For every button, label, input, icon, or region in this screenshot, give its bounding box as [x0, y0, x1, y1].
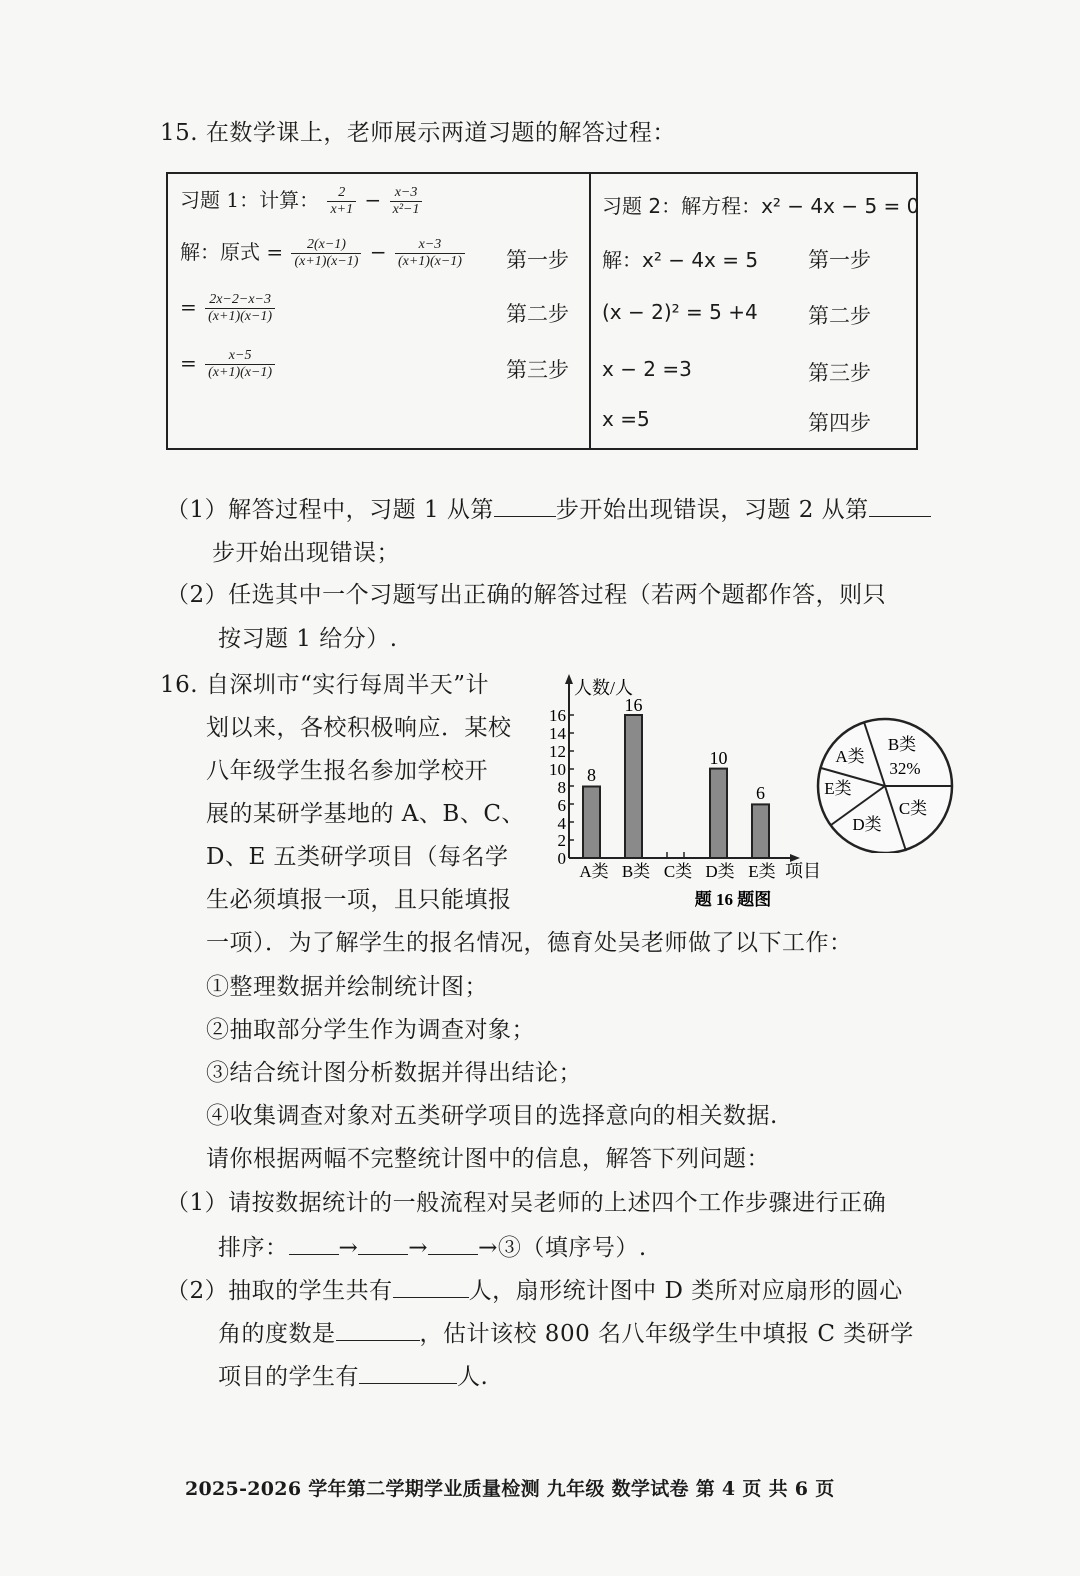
answer-blank[interactable]	[869, 494, 931, 517]
exercise2-title: 习题 2：解方程：x² − 4x − 5 = 0	[602, 194, 920, 218]
svg-text:B类: B类	[887, 735, 917, 754]
fraction: $\frac{x-3}{(x+1)(x-1)}$	[395, 237, 465, 270]
q15-sub2: （2）任选其中一个习题写出正确的解答过程（若两个题都作答，则只	[166, 582, 887, 608]
q15-solutions-box	[166, 172, 918, 450]
svg-text:C类: C类	[898, 799, 928, 818]
exercise1-line3: = $\frac{x-5}{(x+1)(x-1)}$	[180, 348, 277, 381]
svg-text:E类: E类	[748, 862, 776, 881]
q16-stem-line: 划以来，各校积极响应．某校	[206, 715, 512, 741]
bar-chart	[530, 672, 830, 917]
exercise1-step1: 第一步	[506, 248, 569, 272]
exercise2-line3: x − 2 =3	[602, 357, 692, 381]
q15-stem-text: 在数学课上，老师展示两道习题的解答过程：	[205, 120, 676, 146]
q15-sub1: （1）解答过程中，习题 1 从第 步开始出现错误，习题 2 从第	[166, 494, 931, 525]
svg-text:A类: A类	[835, 747, 865, 766]
q16-sub1: （1）请按数据统计的一般流程对吴老师的上述四个工作步骤进行正确	[166, 1190, 887, 1216]
y-axis-label: 人数/人	[574, 678, 634, 698]
svg-text:B类: B类	[621, 862, 651, 881]
q16-stem-line: D、E 五类研学项目（每名学	[206, 844, 509, 870]
q16-stem-line: 八年级学生报名参加学校开	[206, 758, 488, 784]
exercise2-line2: (x − 2)² = 5 +4	[602, 300, 758, 324]
svg-text:6: 6	[756, 783, 765, 803]
q16-sub2-cont: 角的度数是 ，估计该校 800 名八年级学生中填报 C 类研学	[218, 1318, 914, 1349]
svg-text:8: 8	[557, 778, 566, 797]
bar-value-labels	[587, 695, 765, 803]
x-category-labels	[579, 862, 775, 881]
y-axis-arrow-icon	[565, 674, 573, 684]
q15-sub1-cont: 步开始出现错误；	[212, 540, 400, 566]
svg-text:4: 4	[557, 814, 566, 833]
svg-text:0: 0	[557, 849, 566, 868]
svg-text:D类: D类	[852, 815, 882, 834]
exercise2-step2: 第二步	[808, 304, 871, 328]
exercise1-line2: = $\frac{2x-2-x-3}{(x+1)(x-1)}$	[180, 292, 277, 325]
svg-text:32%: 32%	[889, 759, 921, 778]
q15-number: 15.	[160, 120, 199, 146]
svg-text:8: 8	[587, 765, 596, 785]
exercise2-step4: 第四步	[808, 411, 871, 435]
q16-sub2-cont2: 项目的学生有 人.	[218, 1361, 488, 1392]
q16-stem-line: 自深圳市“实行每周半天”计	[206, 672, 490, 698]
answer-blank[interactable]	[289, 1232, 339, 1255]
svg-text:A类: A类	[579, 862, 609, 881]
work-step-3: ③结合统计图分析数据并得出结论；	[206, 1060, 582, 1086]
exercise1-step3: 第三步	[506, 358, 569, 382]
work-step-1: ①整理数据并绘制统计图；	[206, 974, 488, 1000]
svg-text:2: 2	[557, 831, 566, 850]
box-divider	[589, 174, 591, 448]
q16-sub2: （2）抽取的学生共有 人，扇形统计图中 D 类所对应扇形的圆心	[166, 1275, 903, 1306]
x-axis-label: 项目	[785, 861, 821, 881]
y-ticks	[549, 706, 567, 868]
fraction: $\frac{2x-2-x-3}{(x+1)(x-1)}$	[205, 292, 275, 325]
q15-stem	[160, 118, 676, 148]
pie-chart	[805, 708, 955, 853]
answer-blank[interactable]	[336, 1318, 420, 1341]
exercise2-line1: 解：x² − 4x = 5	[602, 248, 759, 272]
svg-text:14: 14	[549, 724, 566, 743]
answer-blank[interactable]	[393, 1275, 469, 1298]
work-step-2: ②抽取部分学生作为调查对象；	[206, 1017, 535, 1043]
exercise1-line1: 解：原式 = $\frac{2(x-1)}{(x+1)(x-1)}$ − $\frac{x-3}{(x+1)(x-1)}$	[180, 236, 467, 270]
exercise2-line4: x =5	[602, 407, 650, 431]
figure-caption: 题 16 题图	[694, 890, 772, 909]
q16-stem-line: 展的某研学基地的 A、B、C、	[206, 801, 525, 827]
answer-blank[interactable]	[358, 1232, 408, 1255]
q16-instruction: 请你根据两幅不完整统计图中的信息，解答下列问题：	[206, 1146, 770, 1172]
svg-text:D类: D类	[705, 862, 735, 881]
answer-blank[interactable]	[428, 1232, 478, 1255]
bar-e	[752, 804, 769, 858]
exercise2-step1: 第一步	[808, 248, 871, 272]
bar-b	[625, 715, 642, 858]
svg-text:C类: C类	[663, 862, 693, 881]
bar-d	[710, 769, 727, 858]
svg-text:16: 16	[549, 706, 566, 725]
page-footer: 2025-2026 学年第二学期学业质量检测 九年级 数学试卷 第 4 页 共 6 页	[185, 1478, 835, 1500]
q16-number: 16.	[160, 672, 199, 698]
svg-text:10: 10	[549, 760, 566, 779]
svg-text:12: 12	[549, 742, 566, 761]
fraction: $\frac{2}{x+1}$	[327, 185, 356, 218]
fraction: $\frac{x-5}{(x+1)(x-1)}$	[205, 348, 275, 381]
answer-blank[interactable]	[494, 494, 556, 517]
answer-blank[interactable]	[359, 1361, 457, 1384]
q15-sub2-cont: 按习题 1 给分）.	[218, 626, 398, 652]
bar-a	[583, 787, 600, 859]
exercise1-title: 习题 1：计算： $\frac{2}{x+1}$ − $\frac{x-3}{\text{x²−1}}$	[180, 184, 424, 218]
q16-stem-line: 生必须填报一项，且只能填报	[206, 887, 512, 913]
work-step-4: ④收集调查对象对五类研学项目的选择意向的相关数据.	[206, 1103, 778, 1129]
q16-stem-line: 一项）．为了解学生的报名情况，德育处吴老师做了以下工作：	[206, 930, 853, 956]
q16-sub1-order: 排序： → → →③（填序号）.	[218, 1232, 647, 1263]
fraction: $\frac{x-3}{\text{x²−1}}$	[390, 185, 423, 218]
svg-text:10: 10	[709, 748, 728, 768]
fraction: $\frac{2(x-1)}{(x+1)(x-1)}$	[291, 237, 361, 270]
svg-text:E类: E类	[824, 779, 852, 798]
exercise1-step2: 第二步	[506, 302, 569, 326]
svg-text:16: 16	[624, 695, 643, 715]
svg-text:6: 6	[557, 796, 566, 815]
exercise2-step3: 第三步	[808, 361, 871, 385]
